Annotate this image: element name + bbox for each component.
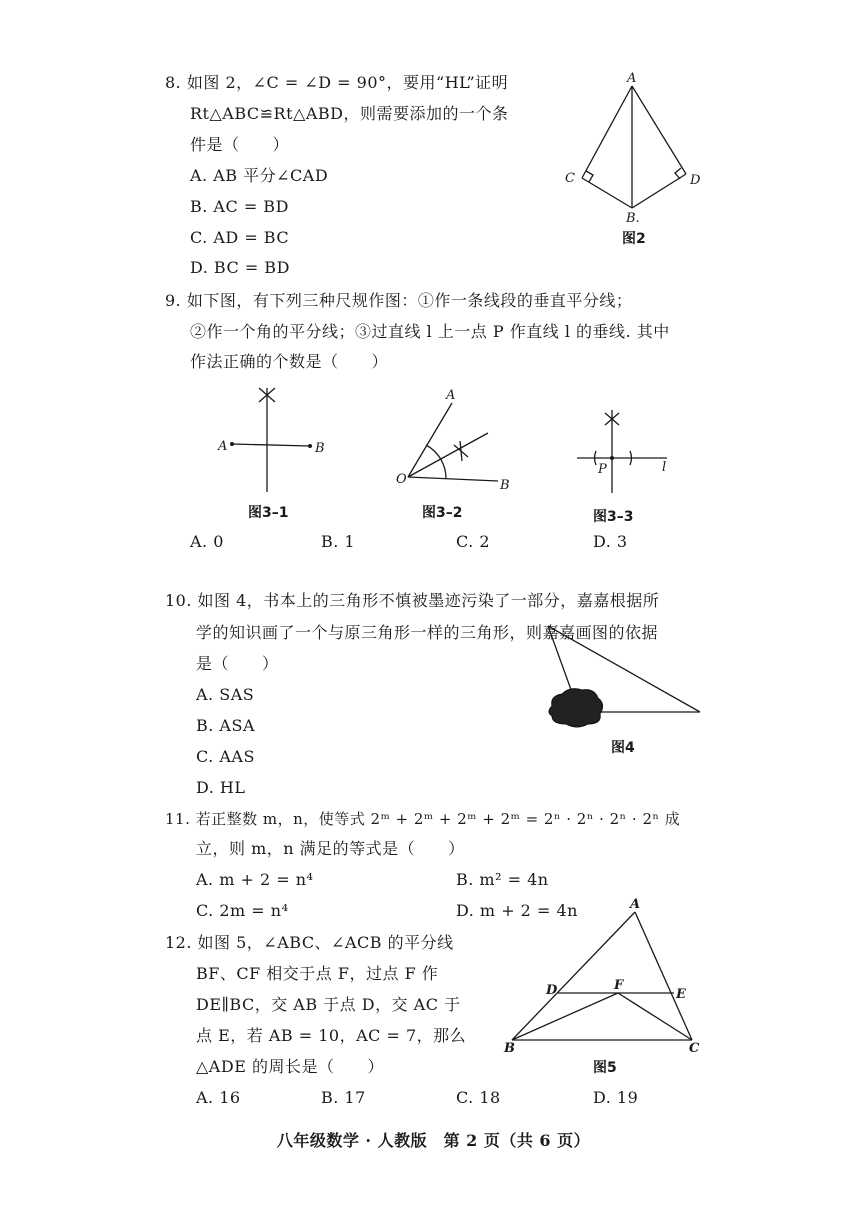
q8-line-2: Rt△ABC≌Rt△ABD，则需要添加的一个条: [190, 104, 509, 123]
q12-line-3: DE∥BC，交 AB 于点 D，交 AC 于: [196, 995, 461, 1014]
figure-4-ink-stained-triangle: [540, 620, 710, 730]
q9-option-d: D. 3: [593, 532, 628, 551]
page-footer: 八年级数学 · 人教版 第 2 页（共 6 页）: [276, 1131, 591, 1150]
q11-option-d: D. m + 2 = 4n: [456, 901, 578, 920]
q11-option-a: A. m + 2 = n⁴: [196, 870, 314, 889]
q10-line-3: 是（ ）: [196, 654, 279, 673]
q8-option-c: C. AD = BC: [190, 228, 290, 247]
fig3-1-label-a: A: [218, 439, 228, 454]
q11-option-c: C. 2m = n⁴: [196, 901, 289, 920]
q12-option-c: C. 18: [456, 1088, 501, 1107]
q9-option-b: B. 1: [321, 532, 356, 551]
fig5-label-f: F: [614, 978, 624, 993]
fig3-2-label-o: O: [396, 472, 407, 487]
q10-option-a: A. SAS: [196, 685, 255, 704]
q9-option-c: C. 2: [456, 532, 491, 551]
q8-option-d: D. BC = BD: [190, 258, 290, 277]
figure-3-2-caption: 图3–2: [422, 505, 463, 521]
q12-option-d: D. 19: [593, 1088, 639, 1107]
q12-line-1: 12. 如图 5，∠ABC、∠ACB 的平分线: [165, 933, 454, 952]
q8-option-a: A. AB 平分∠CAD: [190, 166, 329, 185]
fig2-label-c: C: [565, 171, 575, 186]
fig5-label-a: A: [630, 897, 641, 912]
fig3-2-label-a: A: [446, 388, 456, 403]
q9-line-2: ②作一个角的平分线；③过直线 l 上一点 P 作直线 l 的垂线. 其中: [190, 322, 670, 341]
fig2-label-b: B.: [626, 211, 640, 226]
q8-line-1: 8. 如图 2，∠C = ∠D = 90°，要用“HL”证明: [165, 73, 509, 92]
q9-option-a: A. 0: [190, 532, 224, 551]
figure-3-1-perpendicular-bisector: [210, 380, 330, 495]
q9-line-1: 9. 如下图，有下列三种尺规作图：①作一条线段的垂直平分线；: [165, 291, 633, 310]
q8-option-b: B. AC = BD: [190, 197, 289, 216]
figure-5-caption: 图5: [593, 1060, 617, 1076]
q10-line-2: 学的知识画了一个与原三角形一样的三角形，则嘉嘉画图的依据: [196, 623, 659, 642]
fig3-1-label-b: B: [315, 441, 325, 456]
q8-line-3: 件是（ ）: [190, 135, 290, 154]
figure-2-kite: [560, 71, 710, 228]
q12-line-4: 点 E，若 AB = 10，AC = 7，那么: [196, 1026, 467, 1045]
q11-line-2: 立，则 m，n 满足的等式是（ ）: [196, 839, 465, 858]
fig5-label-d: D: [546, 983, 558, 998]
q10-option-b: B. ASA: [196, 716, 255, 735]
fig2-label-d: D: [690, 173, 701, 188]
q11-option-b: B. m² = 4n: [456, 870, 549, 889]
fig5-label-e: E: [676, 987, 686, 1002]
figure-3-2-angle-bisector: [390, 385, 520, 495]
figure-3-3-caption: 图3–3: [593, 509, 634, 525]
q12-option-b: B. 17: [321, 1088, 366, 1107]
figure-5-triangle-with-bisectors: [500, 897, 710, 1056]
q12-line-5: △ADE 的周长是（ ）: [196, 1057, 384, 1076]
ink-stain: [549, 689, 603, 727]
figure-3-1-caption: 图3–1: [248, 505, 289, 521]
figure-3-3-perpendicular-through-point: [572, 405, 682, 495]
q11-line-1: 11. 若正整数 m，n，使等式 2ᵐ + 2ᵐ + 2ᵐ + 2ᵐ = 2ⁿ · 2ⁿ · 2ⁿ · 2ⁿ 成: [165, 810, 681, 828]
fig5-label-c: C: [689, 1041, 700, 1056]
q10-option-c: C. AAS: [196, 747, 255, 766]
q10-option-d: D. HL: [196, 778, 246, 797]
figure-4-caption: 图4: [611, 740, 635, 756]
q10-line-1: 10. 如图 4，书本上的三角形不慎被墨迹污染了一部分，嘉嘉根据所: [165, 591, 660, 610]
q12-option-a: A. 16: [196, 1088, 241, 1107]
fig3-3-label-l: l: [662, 460, 667, 475]
figure-2-caption: 图2: [622, 231, 646, 247]
fig2-label-a: A: [627, 71, 637, 86]
fig3-2-label-b: B: [500, 478, 510, 493]
fig3-3-label-p: P: [598, 462, 607, 477]
q9-line-3: 作法正确的个数是（ ）: [190, 352, 389, 371]
q12-line-2: BF、CF 相交于点 F，过点 F 作: [196, 964, 439, 983]
fig5-label-b: B: [504, 1041, 515, 1056]
